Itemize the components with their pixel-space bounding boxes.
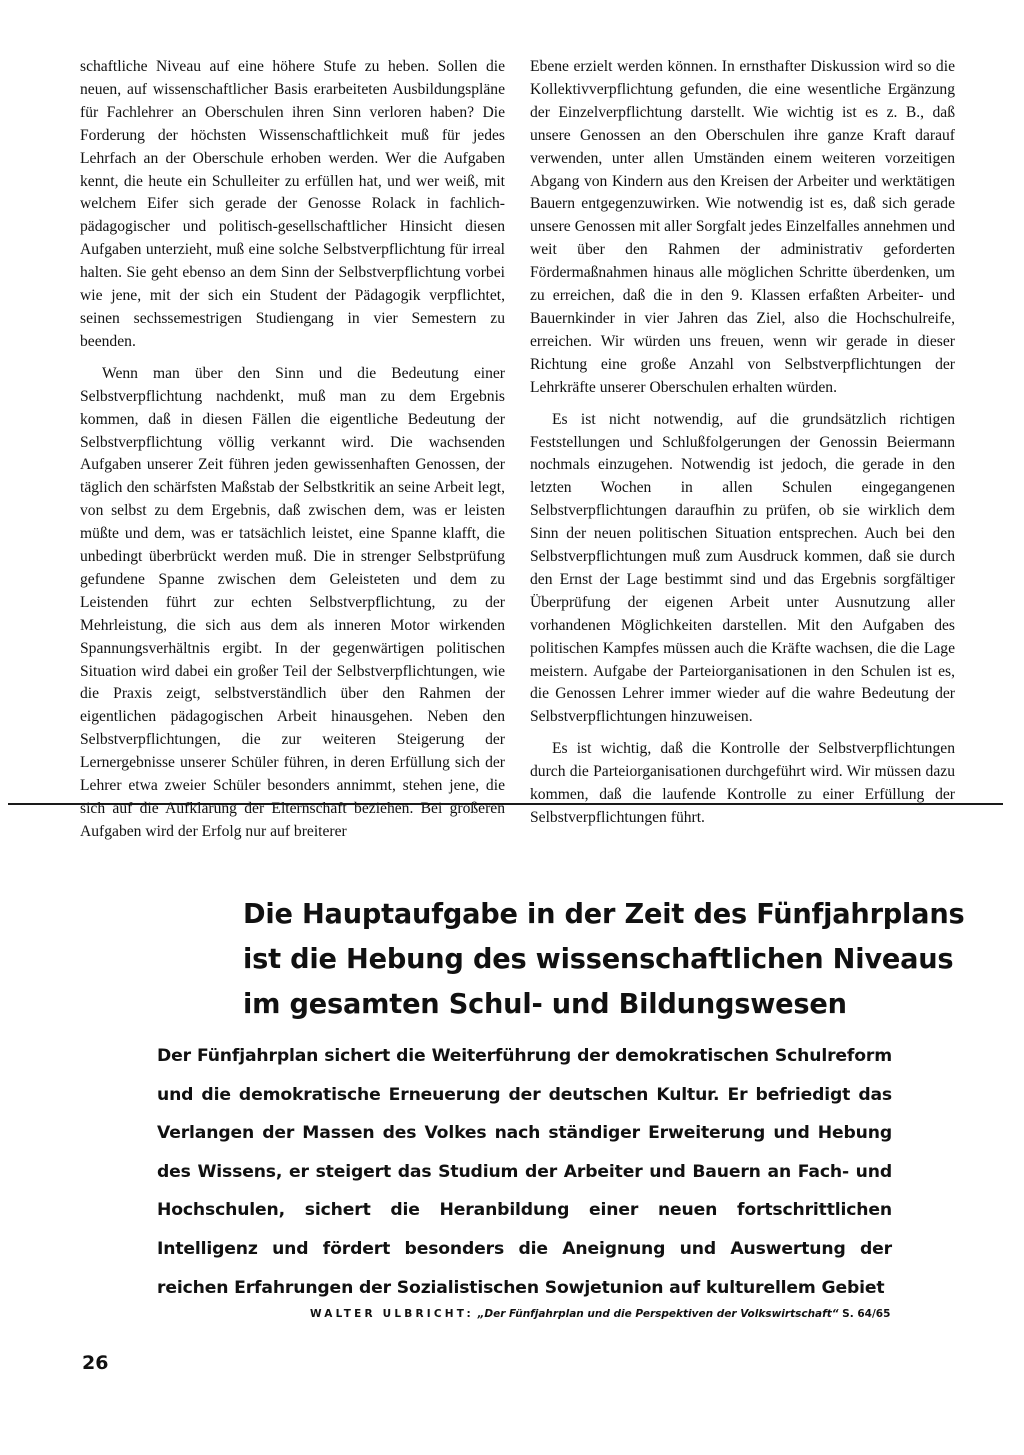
article-column-right: [530, 56, 955, 839]
paragraph: Es ist wichtig, daß die Kontrolle der Selbstverpflichtungen durch die Parteiorganisationen durchgeführt wird. Wir müssen dazu kommen, daß die laufende Kontrolle zu einer Erfüllung der Selbstverpflichtungen führt.: [530, 740, 955, 826]
feature-headline: [243, 892, 983, 1027]
citation-pages: S. 64/65: [842, 1308, 891, 1320]
section-divider: [8, 803, 1003, 805]
paragraph: schaftliche Niveau auf eine höhere Stufe zu heben. Sollen die neuen, auf wissenschaftlicher Basis erarbeiteten Ausbildungspläne für Fachlehrer an Oberschulen ihren Sinn verloren haben? Die Forderung der höchsten Wissenschaftlichkeit muß für jedes Lehrfach an der Oberschule erhoben werden. Wer die Aufgaben kennt, die heute ein Schulleiter zu erfüllen hat, und wer weiß, mit welchem Eifer sich gerade der Genosse Rolack in fachlich-pädagogischer und politisch-gesellschaftlicher Hinsicht diesen Aufgaben unterzieht, muß eine solche Selbstverpflichtung für irreal halten. Sie geht ebenso an dem Sinn der Selbstverpflichtung vorbei wie jene, mit der sich ein Student der Pädagogik verpflichtet, seinen sechssemestrigen Studiengang in vier Semestern zu beenden.: [80, 58, 505, 350]
citation-author: WALTER ULBRICHT:: [310, 1308, 474, 1320]
citation-work: „Der Fünfjahrplan und die Perspektiven der Volkswirtschaft“: [477, 1308, 839, 1320]
paragraph: Ebene erzielt werden können. In ernsthafter Diskussion wird so die Kollektivverpflichtung gefunden, die eine wesentliche Ergänzung der Einzelverpflichtung darstellt. Wie wichtig ist es z. B., daß unsere Genossen an den Oberschulen ihre ganze Kraft darauf verwenden, unter allen Umständen einem weiteren vorzeitigen Abgang von Kindern aus den Kreisen der Arbeiter und werktätigen Bauern entgegenzuwirken. Wie notwendig ist es, daß sich gerade unsere Genossen mit aller Sorgfalt jedes Einzelfalles annehmen und weit über den Rahmen der administrativ geforderten Fördermaßnahmen hinaus alle möglichen Schritte überdenken, um zu erreichen, daß die in den 9. Klassen erfaßten Arbeiter- und Bauernkinder in vier Jahren das Ziel, also die Hochschulreife, erreichen. Wir würden uns freuen, wenn wir gerade in dieser Richtung eine große Anzahl von Selbstverpflichtungen der Lehrkräfte unserer Oberschulen erhalten würden.: [530, 58, 955, 396]
quote-citation: [310, 1308, 910, 1320]
paragraph: Wenn man über den Sinn und die Bedeutung einer Selbstverpflichtung nachdenkt, muß man zu dem Ergebnis kommen, daß in diesen Fällen die eigentliche Bedeutung der Selbstverpflichtung völlig verkannt wird. Die wachsenden Aufgaben unserer Zeit führen jeden gewissenhaften Genossen, der täglich den schärfsten Maßstab der Selbstkritik an seine Arbeit legt, von selbst zu dem Ergebnis, daß zwischen dem, was er leisten müßte und dem, was er tatsächlich leistet, eine Spanne klafft, die unbedingt überbrückt werden muß. Die in strenger Selbstprüfung gefundene Spanne zwischen dem Geleisteten und dem zu Leistenden führt zur echten Selbstverpflichtung, zu der Mehrleistung, die sich aus dem als inneren Motor wirkenden Spannungsverhältnis ergibt. In der gegenwärtigen politischen Situation wird dabei ein großer Teil der Selbstverpflichtungen, wie die Praxis zeigt, selbstverständlich über den Rahmen der eigentlichen pädagogischen Arbeit hinausgehen. Neben den Selbstverpflichtungen, die zur weiteren Steigerung der Lernergebnisse unserer Schüler führen, in deren Erfüllung sich der Lehrer etwa zweier Schüler besonders annimmt, stehen jene, die sich auf die Aufklärung der Elternschaft beziehen. Bei größeren Aufgaben wird der Erfolg nur auf breiterer: [80, 364, 505, 840]
article-column-left: [80, 56, 505, 853]
feature-quote: Der Fünfjahrplan sichert die Weiterführung der demokratischen Schulreform und die demokratische Erneuerung der deutschen Kultur. Er befriedigt das Verlangen der Massen des Volkes nach ständiger Erweiterung und Hebung des Wissens, er steigert das Studium der Arbeiter und Bauern an Fach- und Hochschulen, sichert die Heranbildung einer neuen fortschrittlichen Intelligenz und fördert besonders die Aneignung und Auswertung der reichen Erfahrungen der Sozialistischen Sowjetunion auf kulturellem Gebiet: [157, 1046, 892, 1298]
paragraph: Es ist nicht notwendig, auf die grundsätzlich richtigen Feststellungen und Schlußfolgerungen der Genossin Beiermann nochmals einzugehen. Notwendig ist jedoch, die gerade in den letzten Wochen in allen Schulen eingegangenen Selbstverpflichtungen daraufhin zu prüfen, ob sie wirklich dem Sinn der neuen politischen Situation entsprechen. Auch bei den Selbstverpflichtungen muß zum Ausdruck kommen, daß sie durch den Ernst der Lage bestimmt sind und das Ergebnis sorgfältiger Überprüfung der eigenen Arbeit unter Ausnutzung aller vorhandenen Möglichkeiten darstellen. Mit den Aufgaben des politischen Kampfes müssen auch die Kräfte wachsen, die die Lage meistern. Aufgabe der Parteiorganisationen in den Schulen ist es, die Genossen Lehrer immer wieder auf die wahre Bedeutung der Selbstverpflichtungen hinzuweisen.: [530, 410, 955, 726]
page-number: 26: [82, 1352, 109, 1374]
headline-line: Die Hauptaufgabe in der Zeit des Fünfjahrplans: [243, 899, 965, 930]
headline-line: ist die Hebung des wissenschaftlichen Niveaus: [243, 944, 954, 975]
headline-line: im gesamten Schul- und Bildungswesen: [243, 989, 847, 1020]
